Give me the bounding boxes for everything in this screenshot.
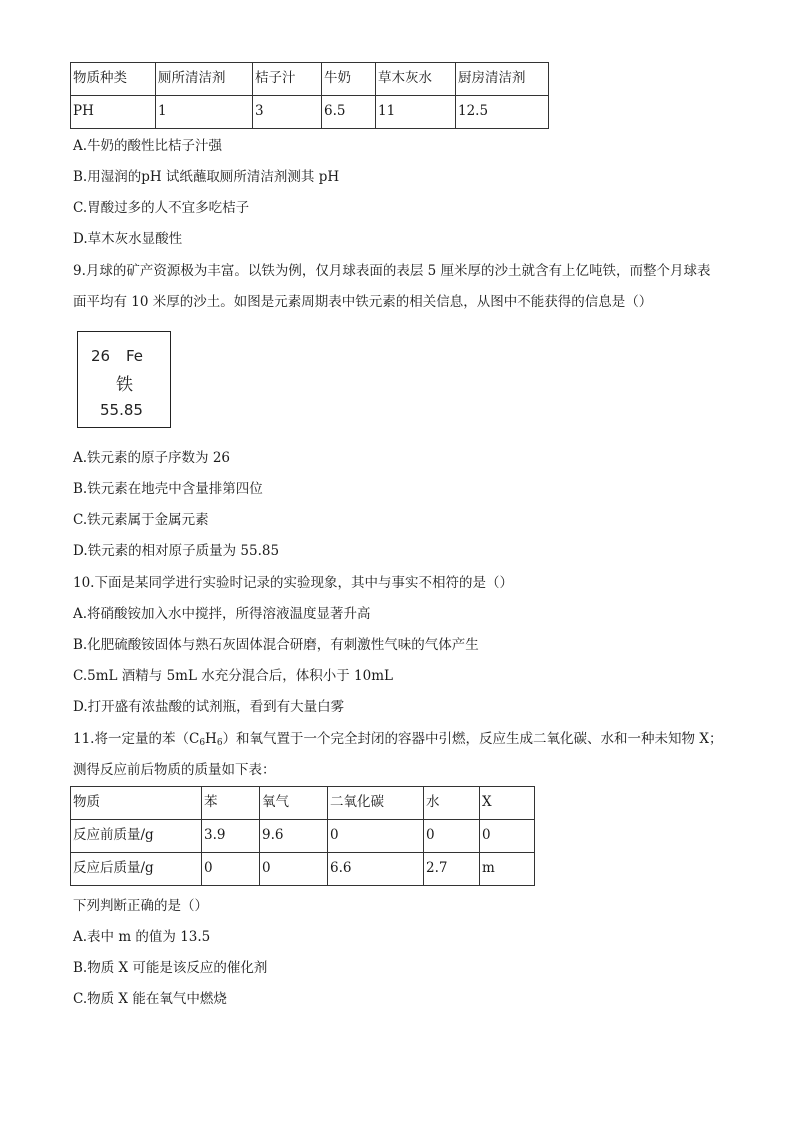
q11-prompt: 下列判断正确的是（） (73, 898, 208, 914)
q9-option-b: B.铁元素在地壳中含量排第四位 (73, 481, 263, 497)
table-row (71, 96, 549, 129)
table-row (71, 820, 535, 853)
q11-stem-mid: H (205, 731, 217, 747)
table-cell: X (480, 787, 535, 820)
q10-stem: 10.下面是某同学进行实验时记录的实验现象，其中与事实不相符的是（） (73, 575, 513, 591)
q11-stem-pre: 11.将一定量的苯（C (73, 731, 200, 747)
table-cell: 物质种类 (71, 63, 156, 96)
q10-option-d: D.打开盛有浓盐酸的试剂瓶，看到有大量白雾 (73, 699, 345, 715)
q8-option-b: B.用湿润的pH 试纸蘸取厕所清洁剂测其 pH (73, 169, 340, 185)
q11-stem-line1 (73, 733, 722, 748)
table-cell: 0 (480, 820, 535, 853)
atomic-number: 26 (91, 347, 111, 365)
q11-option-c: C.物质 X 能在氧气中燃烧 (73, 991, 227, 1007)
q9-option-a: A.铁元素的原子序数为 26 (73, 450, 231, 466)
q10-option-a: A.将硝酸铵加入水中搅拌，所得溶液温度显著升高 (73, 606, 371, 622)
ph-table (70, 62, 549, 129)
table-cell: 11 (376, 96, 456, 129)
table-cell: 3.9 (202, 820, 260, 853)
table-cell: 0 (260, 853, 328, 886)
q8-option-a: A.牛奶的酸性比桔子汁强 (73, 138, 223, 154)
table-cell: 0 (202, 853, 260, 886)
table-cell: 12.5 (456, 96, 549, 129)
subscript: 6 (199, 738, 206, 748)
table-row (71, 63, 549, 96)
q9-option-d: D.铁元素的相对原子质量为 55.85 (73, 543, 280, 559)
q9-option-c: C.铁元素属于金属元素 (73, 512, 209, 528)
table-cell: 草木灰水 (376, 63, 456, 96)
table-row (71, 853, 535, 886)
table-cell: 反应前质量/g (71, 820, 202, 853)
table-cell: 3 (253, 96, 322, 129)
q11-option-a: A.表中 m 的值为 13.5 (73, 929, 211, 945)
table-cell: 苯 (202, 787, 260, 820)
table-cell: 桔子汁 (253, 63, 322, 96)
q9-stem-line1: 9.月球的矿产资源极为丰富。以铁为例，仅月球表面的表层 5 厘米厚的沙土就含有上亿吨铁，而整个月球表 (73, 263, 711, 279)
table-cell: 9.6 (260, 820, 328, 853)
atomic-mass: 55.85 (100, 401, 143, 419)
subscript: 6 (216, 738, 223, 748)
q10-option-c: C.5mL 酒精与 5mL 水充分混合后，体积小于 10mL (73, 668, 393, 684)
table-cell: 6.5 (322, 96, 376, 129)
table-cell: 二氧化碳 (328, 787, 424, 820)
table-cell: m (480, 853, 535, 886)
table-cell: 氧气 (260, 787, 328, 820)
element-name: 铁 (116, 375, 133, 395)
element-symbol: Fe (126, 347, 144, 365)
q9-stem-line2: 面平均有 10 米厚的沙土。如图是元素周期表中铁元素的相关信息，从图中不能获得的信息是（） (73, 294, 653, 310)
table-cell: 0 (424, 820, 480, 853)
table-cell: 2.7 (424, 853, 480, 886)
table-cell: PH (71, 96, 156, 129)
table-cell: 0 (328, 820, 424, 853)
table-cell: 物质 (71, 787, 202, 820)
table-cell: 厨房清洁剂 (456, 63, 549, 96)
q10-option-b: B.化肥硫酸铵固体与熟石灰固体混合研磨，有刺激性气味的气体产生 (73, 637, 479, 653)
table-cell: 厕所清洁剂 (156, 63, 253, 96)
q8-option-c: C.胃酸过多的人不宜多吃桔子 (73, 200, 250, 216)
table-cell: 反应后质量/g (71, 853, 202, 886)
q11-stem-line2: 测得反应前后物质的质量如下表： (73, 762, 276, 778)
table-cell: 牛奶 (322, 63, 376, 96)
mass-table (70, 786, 535, 886)
table-row (71, 787, 535, 820)
table-cell: 6.6 (328, 853, 424, 886)
iron-element-card (77, 331, 171, 428)
q8-option-d: D.草木灰水显酸性 (73, 231, 183, 247)
q11-stem-post: ）和氧气置于一个完全封闭的容器中引燃，反应生成二氧化碳、水和一种未知物 X； (222, 731, 723, 747)
table-cell: 水 (424, 787, 480, 820)
table-cell: 1 (156, 96, 253, 129)
q11-option-b: B.物质 X 可能是该反应的催化剂 (73, 960, 268, 976)
